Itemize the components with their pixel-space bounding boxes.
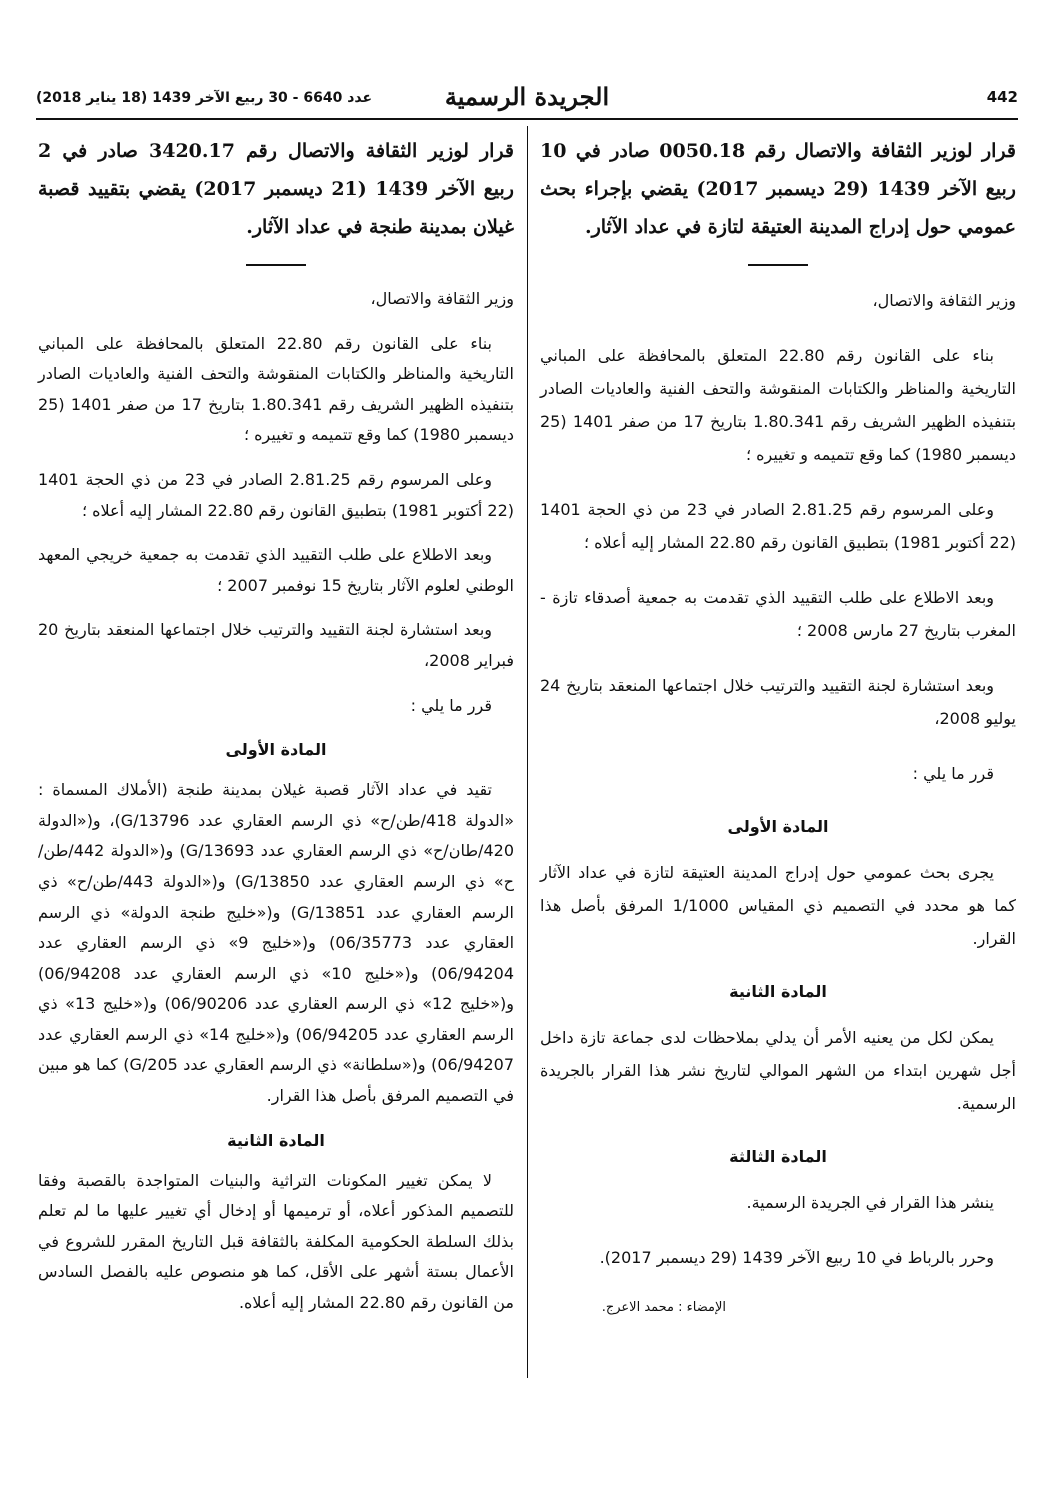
decision-title: قرار لوزير الثقافة والاتصال رقم 0050.18 صادر في 10 ربيع الآخر 1439 (29 ديسمبر 2017) يقضي بإجراء بحث عمومي حول إدراج المدينة العتيقة لتازة في عداد الآثار. <box>540 140 1017 238</box>
article-heading: المادة الثالثة <box>729 1147 827 1166</box>
article-text: تقيد في عداد الآثار قصبة غيلان بمدينة طنجة (الأملاك المسماة : «الدولة 418/طن/ح» ذي الرسم العقاري عدد G/13796)، و(«الدولة 420/طان/ح» ذي الرسم العقاري عدد G/13693) و(«الدولة 442/طن/ح» ذي الرسم العقاري عدد G/13850) و(«الدولة 443/طن/ح» ذي الرسم العقاري عدد G/13851) و(«خليج طنجة الدولة» ذي الرسم العقاري عدد 06/35773) و(«خليج 9» ذي الرسم العقاري عدد 06/94204) و(«خليج 10» ذي الرسم العقاري عدد 06/94208) و(«خليج 12» ذي الرسم العقاري عدد 06/90206) و(«خليج 13» ذي الرسم العقاري عدد 06/94205) و(«خليج 14» ذي الرسم العقاري عدد 06/94207) و(«سلطانة» ذي الرسم العقاري عدد G/205) كما هو مبين في التصميم المرفق بأصل هذا القرار. <box>38 780 515 1106</box>
title-separator <box>246 264 306 266</box>
decides-line: قرر ما يلي : <box>912 764 994 783</box>
column-divider <box>527 126 528 1378</box>
article-text: ينشر هذا القرار في الجريدة الرسمية. <box>746 1193 994 1212</box>
issue-info: عدد 6640 - 30 ربيع الآخر 1439 (18 يناير 2018) <box>36 90 373 106</box>
minister-line: وزير الثقافة والاتصال، <box>370 289 514 308</box>
left-column <box>38 132 514 1333</box>
preamble-paragraph: بناء على القانون رقم 22.80 المتعلق بالمحافظة على المباني التاريخية والمناظر والكتابات المنقوشة والتحف الفنية والعاديات الصادر بتنفيذه الظهير الشريف رقم 1.80.341 بتاريخ 17 من صفر 1401 (25 ديسمبر 1980) كما وقع تتميمه و تغييره ؛ <box>38 333 515 445</box>
preamble-paragraph: وعلى المرسوم رقم 2.81.25 الصادر في 23 من ذي الحجة 1401 (22 أكتوبر 1981) بتطبيق القانون رقم 22.80 المشار إليه أعلاه ؛ <box>540 500 1016 552</box>
minister-line: وزير الثقافة والاتصال، <box>872 291 1016 310</box>
page-number: 442 <box>986 88 1018 106</box>
preamble-paragraph: بناء على القانون رقم 22.80 المتعلق بالمحافظة على المباني التاريخية والمناظر والكتابات المنقوشة والتحف الفنية والعاديات الصادر بتنفيذه الظهير الشريف رقم 1.80.341 بتاريخ 17 من صفر 1401 (25 ديسمبر 1980) كما وقع تتميمه و تغييره ؛ <box>540 346 1017 464</box>
decides-line: قرر ما يلي : <box>410 695 492 715</box>
article-heading: المادة الأولى <box>225 740 327 760</box>
article-heading: المادة الثانية <box>227 1130 325 1150</box>
preamble-paragraph: وبعد استشارة لجنة التقييد والترتيب خلال اجتماعها المنعقد بتاريخ 20 فبراير 2008، <box>38 620 514 670</box>
signature: الإمضاء : محمد الاعرج. <box>601 1300 726 1315</box>
article-text: لا يمكن تغيير المكونات التراثية والبنيات المتواجدة بالقصبة وفقا للتصميم المذكور أعلاه، أو ترميمها أو إدخال أي تغيير عليها ما لم تعلم بذلك السلطة الحكومية المكلفة بالثقافة قبل التاريخ المقرر للشروع في الأعمال بستة أشهر على الأقل، كما هو منصوص عليه بالفصل السادس من القانون رقم 22.80 المشار إليه أعلاه. <box>38 1170 514 1313</box>
right-column <box>540 132 1016 1315</box>
done-at-line: وحرر بالرباط في 10 ربيع الآخر 1439 (29 ديسمبر 2017). <box>599 1248 994 1267</box>
preamble-paragraph: وبعد استشارة لجنة التقييد والترتيب خلال اجتماعها المنعقد بتاريخ 24 يوليو 2008، <box>540 676 1016 728</box>
title-separator <box>748 264 808 266</box>
article-text: يمكن لكل من يعنيه الأمر أن يدلي بملاحظات لدى جماعة تازة داخل أجل شهرين ابتداء من الشهر الموالي لتاريخ نشر هذا القرار بالجريدة الرسمية. <box>540 1028 1016 1113</box>
preamble-paragraph: وبعد الاطلاع على طلب التقييد الذي تقدمت به جمعية خريجي المعهد الوطني لعلوم الآثار بتاريخ 15 نوفمبر 2007 ؛ <box>38 545 514 595</box>
decision-title: قرار لوزير الثقافة والاتصال رقم 3420.17 صادر في 2 ربيع الآخر 1439 (21 ديسمبر 2017) يقضي بتقييد قصبة غيلان بمدينة طنجة في عداد الآثار. <box>38 140 514 238</box>
gazette-title: الجريدة الرسمية <box>444 82 610 111</box>
preamble-paragraph: وبعد الاطلاع على طلب التقييد الذي تقدمت به جمعية أصدقاء تازة - المغرب بتاريخ 27 مارس 2008 ؛ <box>540 588 1016 640</box>
article-text: يجرى بحث عمومي حول إدراج المدينة العتيقة لتازة في عداد الآثار كما هو محدد في التصميم ذي المقياس 1/1000 المرفق بأصل هذا القرار. <box>540 863 1016 948</box>
article-heading: المادة الأولى <box>727 817 829 836</box>
preamble-paragraph: وعلى المرسوم رقم 2.81.25 الصادر في 23 من ذي الحجة 1401 (22 أكتوبر 1981) بتطبيق القانون رقم 22.80 المشار إليه أعلاه ؛ <box>38 469 514 520</box>
header-rule <box>36 118 1018 120</box>
article-heading: المادة الثانية <box>729 982 827 1001</box>
page-header <box>36 82 1018 116</box>
